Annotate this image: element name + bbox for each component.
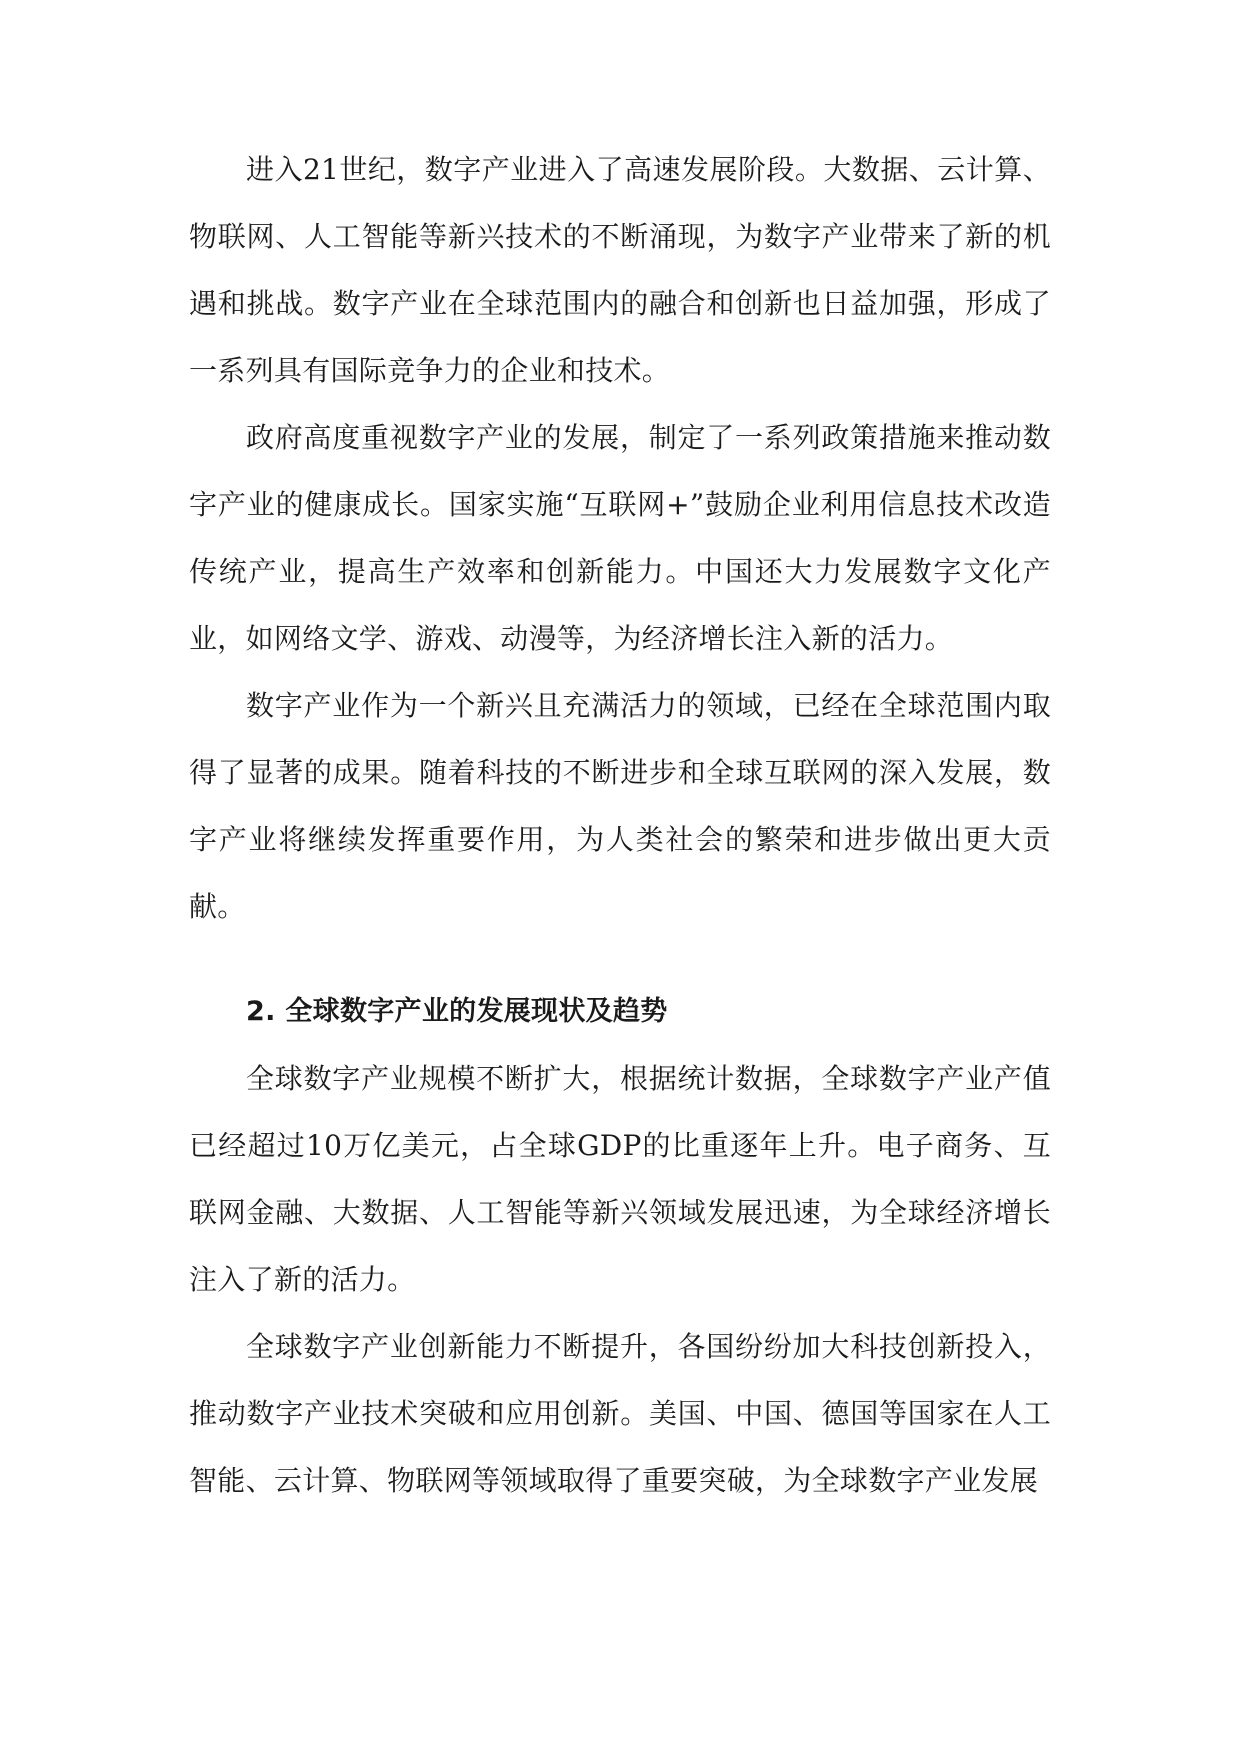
paragraph-21st-century: 进入21世纪，数字产业进入了高速发展阶段。大数据、云计算、物联网、人工智能等新兴技术的不断涌现，为数字产业带来了新的机遇和挑战。数字产业在全球范围内的融合和创新也日益加强，形成了一系列具有国际竞争力的企业和技术。 [189, 153, 1051, 387]
document-page [189, 136, 1051, 1514]
paragraph-government-policy: 政府高度重视数字产业的发展，制定了一系列政策措施来推动数字产业的健康成长。国家实施“互联网+”鼓励企业利用信息技术改造传统产业，提高生产效率和创新能力。中国还大力发展数字文化产业，如网络文学、游戏、动漫等，为经济增长注入新的活力。 [189, 421, 1051, 655]
paragraph-global-innovation: 全球数字产业创新能力不断提升，各国纷纷加大科技创新投入，推动数字产业技术突破和应用创新。美国、中国、德国等国家在人工智能、云计算、物联网等领域取得了重要突破，为全球数字产业发展 [189, 1330, 1051, 1497]
section-heading: 2. 全球数字产业的发展现状及趋势 [246, 996, 668, 1027]
paragraph-achievements: 数字产业作为一个新兴且充满活力的领域，已经在全球范围内取得了显著的成果。随着科技的不断进步和全球互联网的深入发展，数字产业将继续发挥重要作用，为人类社会的繁荣和进步做出更大贡献。 [189, 689, 1051, 923]
paragraph-global-scale: 全球数字产业规模不断扩大，根据统计数据，全球数字产业产值已经超过10万亿美元，占全球GDP的比重逐年上升。电子商务、互联网金融、大数据、人工智能等新兴领域发展迅速，为全球经济增长注入了新的活力。 [189, 1062, 1051, 1296]
